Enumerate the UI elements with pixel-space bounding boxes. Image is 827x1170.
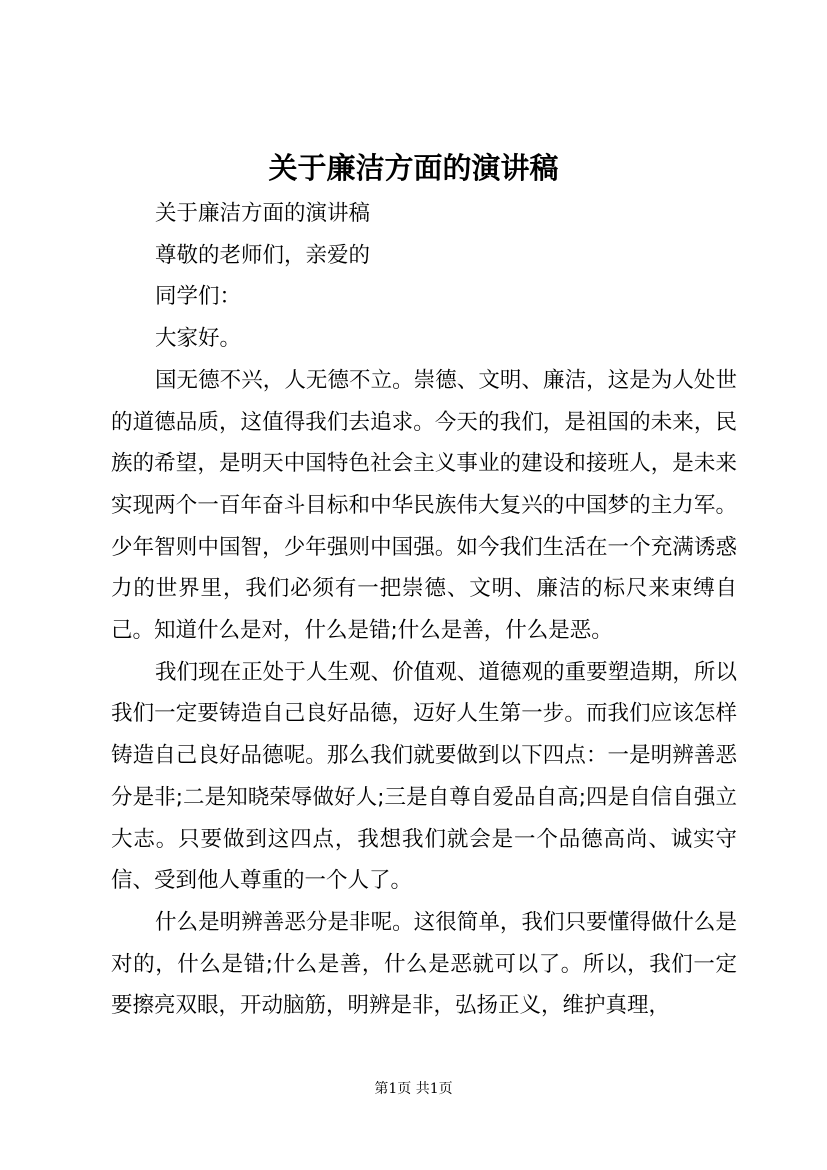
paragraph-body-3: 什么是明辨善恶分是非呢。这很简单，我们只要懂得做什么是对的，什么是错;什么是善，什么是恶就可以了。所以，我们一定要擦亮双眼，开动脑筋，明辨是非，弘扬正义，维护真理， <box>111 909 737 1019</box>
paragraph-greeting: 大家好。 <box>155 326 242 352</box>
paragraph-body-1: 国无德不兴，人无德不立。崇德、文明、廉洁，这是为人处世的道德品质，这值得我们去追求。今天的我们，是祖国的未来，民族的希望，是明天中国特色社会主义事业的建设和接班人，是未来实现两个一百年奋斗目标和中华民族伟大复兴的中国梦的主力军。少年智则中国智，少年强则中国强。如今我们生活在一个充满诱惑力的世界里，我们必须有一把崇德、文明、廉洁的标尺来束缚自己。知道什么是对，什么是错;什么是善，什么是恶。 <box>111 367 737 644</box>
paragraph-salutation-line1: 尊敬的老师们，亲爱的 <box>155 242 371 268</box>
paragraph-salutation-line2: 同学们： <box>155 284 242 310</box>
paragraph-body-2: 我们现在正处于人生观、价值观、道德观的重要塑造期，所以我们一定要铸造自己良好品德，迈好人生第一步。而我们应该怎样铸造自己良好品德呢。那么我们就要做到以下四点：一是明辨善恶分是非;二是知晓荣辱做好人;三是自尊自爱品自高;四是自信自强立大志。只要做到这四点，我想我们就会是一个品德高尚、诚实守信、受到他人尊重的一个人了。 <box>111 659 737 894</box>
document-title: 关于廉洁方面的演讲稿 <box>268 151 559 185</box>
paragraph-subtitle: 关于廉洁方面的演讲稿 <box>155 201 371 226</box>
document-body <box>111 193 737 1027</box>
page-footer: 第1页 共1页 <box>374 1081 453 1097</box>
